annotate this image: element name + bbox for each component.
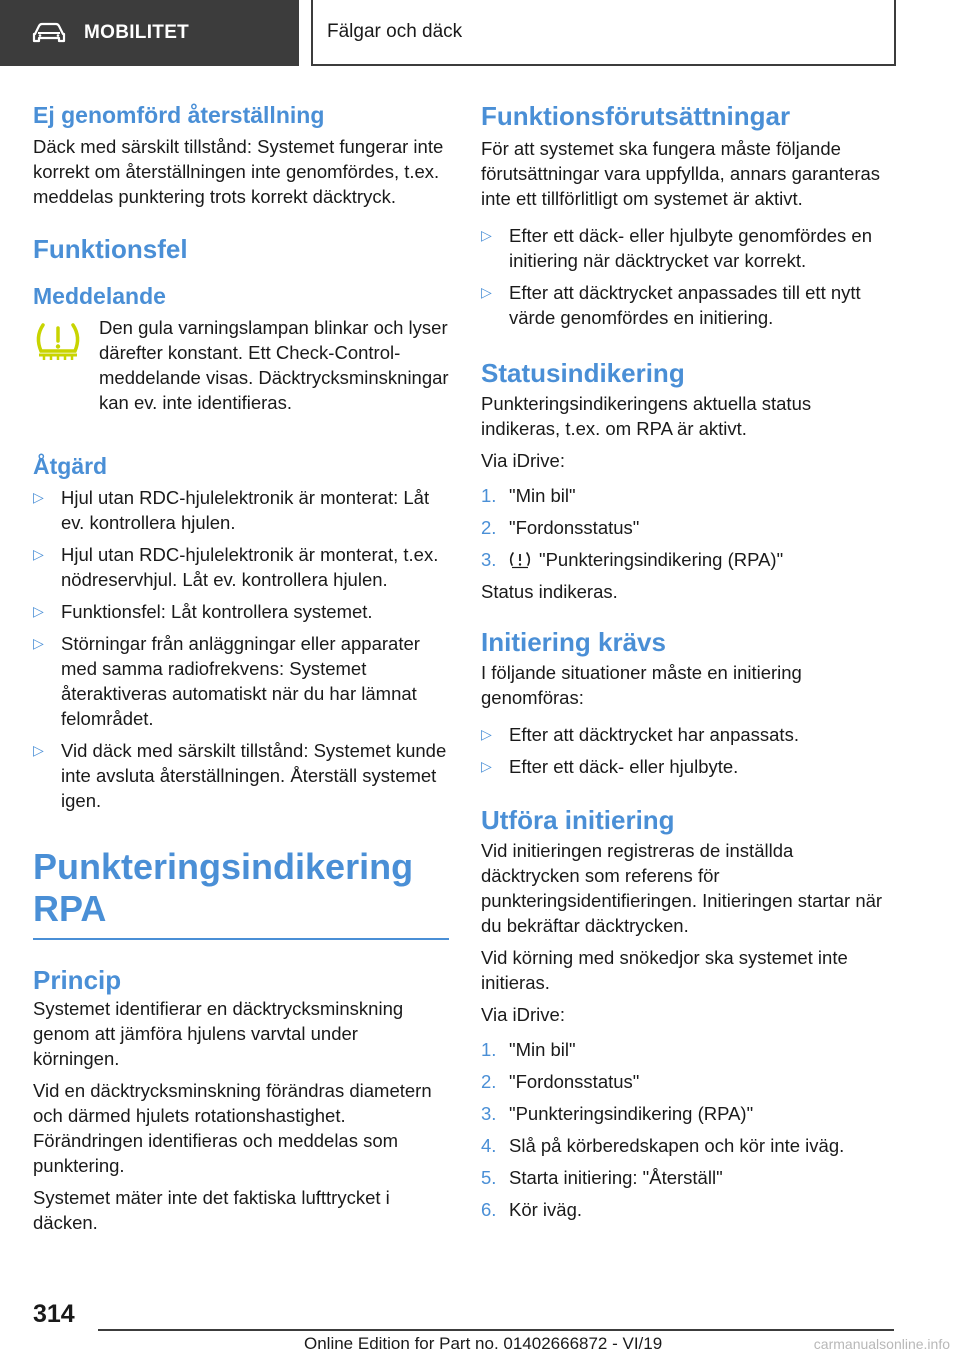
triangle-bullet-icon: ▷: [481, 758, 492, 774]
car-icon: [32, 22, 66, 44]
edition-text: Online Edition for Part no. 01402666872 - VI/19: [304, 1334, 663, 1353]
chapter-tab: [311, 0, 896, 66]
principle-heading: Princip: [33, 965, 122, 995]
reset-fail-text: Däck med särskilt tillstånd: Systemet fungerar inte korrekt om återställningen inte genomfördes, t.ex. meddelas punktering trots korrekt däcktryck.: [33, 136, 444, 207]
status-text: Punkteringsindikeringens aktuella status indikeras, t.ex. om RPA är aktivt.: [481, 393, 812, 439]
list-item: 1. "Min bil": [481, 1039, 576, 1060]
list-item: ▷ Efter ett däck- eller hjulbyte.: [481, 756, 739, 777]
message-block: [33, 315, 449, 415]
action-heading: Åtgärd: [33, 453, 108, 479]
perform-init-heading: Utföra initiering: [481, 805, 675, 835]
list-item: 3. "Punkteringsindikering (RPA)": [481, 549, 784, 570]
action-list: [33, 485, 449, 813]
via-idrive-label: Via iDrive:: [481, 1004, 565, 1025]
list-item: 4. Slå på körberedskapen och kör inte iväg.: [481, 1135, 845, 1156]
list-item: ▷ Störningar från anläggningar eller apparater med samma radiofrekvens: Systemet återaktiveras automatiskt när du har lämnat felområdet.: [33, 633, 420, 729]
triangle-bullet-icon: ▷: [33, 546, 44, 562]
triangle-bullet-icon: ▷: [33, 603, 44, 619]
tire-warning-small-icon: [509, 551, 531, 569]
message-heading: Meddelande: [33, 283, 166, 309]
triangle-bullet-icon: ▷: [481, 726, 492, 742]
perform-init-text: Vid initieringen registreras de inställda däcktrycken som referens för punkteringsidentifieringen. Initieringen startar när du bekräftar däcktrycken.: [481, 840, 883, 936]
triangle-bullet-icon: ▷: [481, 227, 492, 243]
list-item: 1. "Min bil": [481, 485, 576, 506]
triangle-bullet-icon: ▷: [33, 635, 44, 651]
left-column: [33, 100, 449, 1235]
list-item: 2. "Fordonsstatus": [481, 1071, 640, 1092]
principle-text: Vid en däcktrycksminskning förändras diametern och därmed hjulets rotationshastighet. Förändringen identifieras och meddelas som punktering.: [33, 1080, 432, 1176]
page-number: 314: [33, 1300, 75, 1328]
init-required-heading: Initiering krävs: [481, 627, 666, 657]
footer-divider: [98, 1329, 894, 1331]
section-tab: [0, 0, 299, 66]
right-column: [481, 100, 891, 1229]
list-item: ▷ Hjul utan RDC-hjulelektronik är monterat, t.ex. nödreservhjul. Låt ev. kontrollera hjulen.: [33, 544, 439, 590]
triangle-bullet-icon: ▷: [33, 742, 44, 758]
list-item: ▷ Vid däck med särskilt tillstånd: Systemet kunde inte avsluta återställningen. Återställ systemet igen.: [33, 740, 447, 811]
watermark: carmanualsonline.info: [813, 1336, 950, 1352]
perform-init-text: Vid körning med snökedjor ska systemet inte initieras.: [481, 947, 848, 993]
init-required-text: I följande situationer måste en initiering genomföras:: [481, 662, 802, 708]
section-title: MOBILITET: [84, 22, 190, 43]
status-heading: Statusindikering: [481, 358, 685, 388]
list-item: 2. "Fordonsstatus": [481, 517, 640, 538]
principle-text: Systemet identifierar en däcktrycksminskning genom att jämföra hjulens varvtal under körningen.: [33, 998, 404, 1069]
malfunction-heading: Funktionsfel: [33, 234, 188, 264]
principle-text: Systemet mäter inte det faktiska lufttrycket i däcken.: [33, 1187, 390, 1233]
chapter-title: Fälgar och däck: [327, 21, 463, 42]
rpa-heading: Punkteringsindikering RPA: [33, 846, 449, 940]
list-item: ▷ Funktionsfel: Låt kontrollera systemet.: [33, 601, 373, 622]
requirements-text: För att systemet ska fungera måste följande förutsättningar vara uppfyllda, annars garanteras inte ett tillförlitligt om systemet är aktivt.: [481, 138, 881, 209]
list-item: 6. Kör iväg.: [481, 1199, 583, 1220]
requirements-heading: Funktionsförutsättningar: [481, 101, 791, 131]
list-item: ▷ Hjul utan RDC-hjulelektronik är monterat: Låt ev. kontrollera hjulen.: [33, 487, 430, 533]
init-required-list: [481, 722, 891, 779]
list-item: 3. "Punkteringsindikering (RPA)": [481, 1103, 754, 1124]
tire-pressure-warning-icon: [33, 319, 83, 363]
reset-fail-heading: Ej genomförd återställning: [33, 102, 325, 128]
list-item: ▷ Efter att däcktrycket anpassades till ett nytt värde genomfördes en initiering.: [481, 282, 861, 328]
via-idrive-label: Via iDrive:: [481, 450, 565, 471]
triangle-bullet-icon: ▷: [481, 284, 492, 300]
triangle-bullet-icon: ▷: [33, 489, 44, 505]
status-after-text: Status indikeras.: [481, 581, 618, 602]
message-text: Den gula varningslampan blinkar och lyser därefter konstant. Ett Check-Control-meddelande visas. Däcktrycksminskningar kan ev. inte identifieras.: [99, 317, 449, 413]
list-item: 5. Starta initiering: "Återställ": [481, 1167, 723, 1188]
status-steps: [481, 483, 891, 572]
requirements-list: [481, 223, 891, 330]
list-item: ▷ Efter att däcktrycket har anpassats.: [481, 724, 799, 745]
list-item: ▷ Efter ett däck- eller hjulbyte genomfördes en initiering när däcktrycket var korrekt.: [481, 225, 872, 271]
perform-init-steps: [481, 1037, 891, 1222]
